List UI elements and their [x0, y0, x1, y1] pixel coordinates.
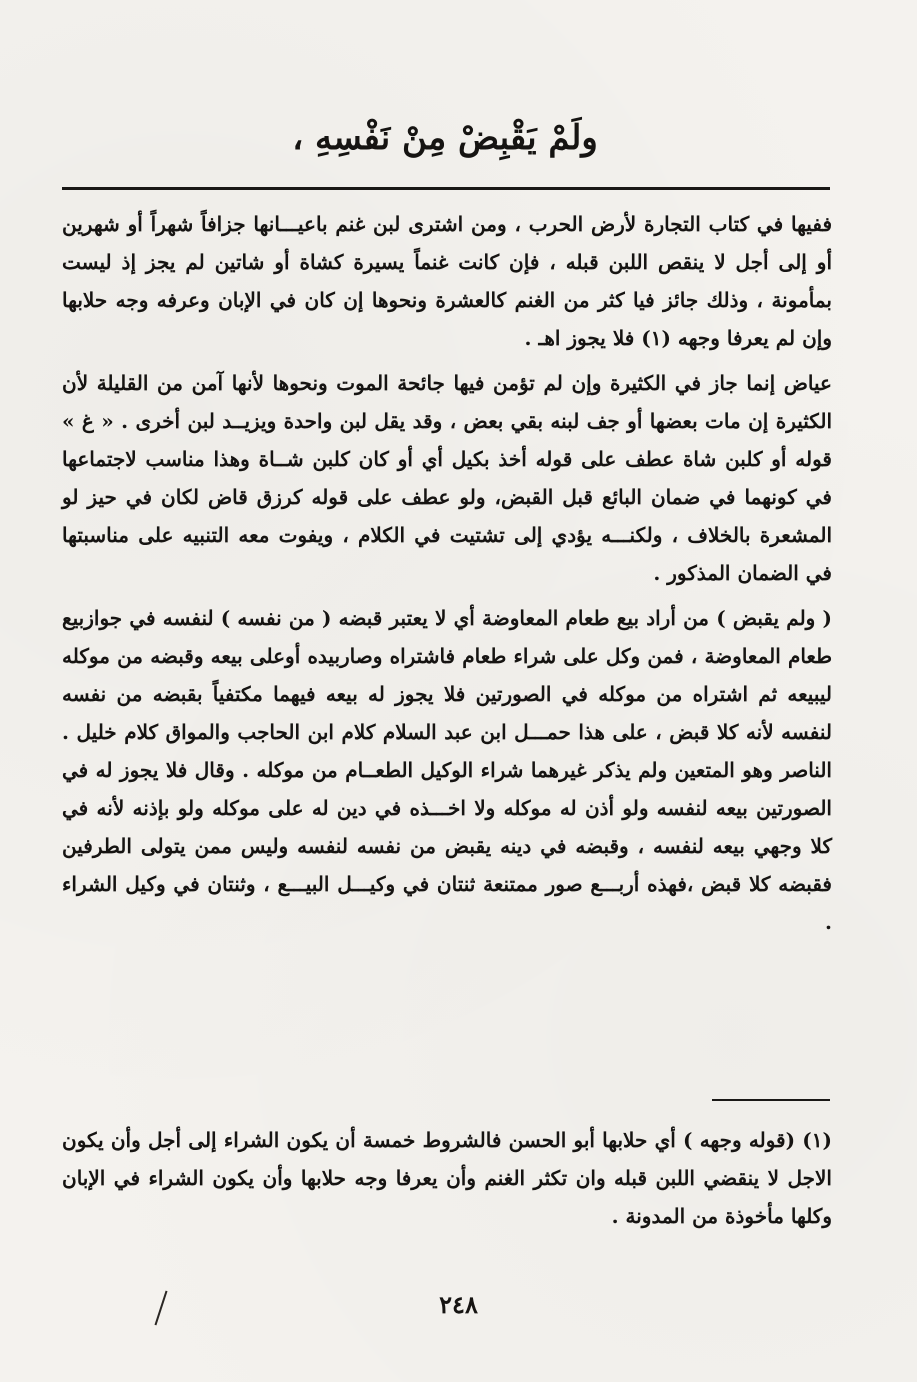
paragraph: عياض إنما جاز في الكثيرة وإن لم تؤمن فيها جائحة الموت ونحوها لأنها آمن من القليلة لأن الكثيرة إن مات بعضها أو جف لبنه بقي بعض ، وقد يقل لبن واحدة ويزيــد لبن أخرى . « غ » قوله أو كلبن شاة عطف على قوله أخذ بكيل أي أو كان كلبن شــاة وهذا مناسب لاجتماعها في كونهما في ضمان البائع قبل القبض، ولو عطف على قوله كرزق قاض لكان في حيز لو المشعرة بالخلاف ، ولكنـــه يؤدي إلى تشتيت في الكلام ، ويفوت معه التنبيه على مناسبتها في الضمان المذكور .	[62, 371, 832, 585]
paragraph: ( ولم يقبض ) من أراد بيع طعام المعاوضة أي لا يعتبر قبضه ( من نفسه ) لنفسه في جوازبيع طعام المعاوضة ، فمن وكل على شراء طعام فاشتراه وصاربيده أوعلى بيعه وقبضه من موكله ليبيعه ثم اشتراه من موكله في الصورتين فلا يجوز له بيعه فيهما مكتفياً بقبضه من نفسه لنفسه لأنه كلا قبض ، على هذا حمـــل ابن عبد السلام كلام ابن الحاجب والمواق كلام خليل . الناصر وهو المتعين ولم يذكر غيرهما شراء الوكيل الطعــام من موكله . وقال فلا يجوز له في الصورتين بيعه لنفسه ولو أذن له موكله ولا اخـــذه في دين له على موكله ولو بإذنه لأنه في كلا وجهي بيعه لنفسه ، وقبضه في دينه يقبض من نفسه لنفسه وليس ممن يتولى الطرفين فقبضه كلا قبض ،فهذه أربـــع صور ممتنعة ثنتان في وكيـــل البيـــع ، وثنتان في وكيل الشراء .	[62, 606, 832, 934]
main-text	[62, 205, 832, 948]
page-number: ٢٤٨	[439, 1290, 478, 1319]
footnote	[62, 1121, 832, 1235]
section-heading: ولَمْ يَقْبِضْ مِنْ نَفْسِهِ ،	[292, 118, 598, 158]
footnote-text: (١) (قوله وجهه ) أي حلابها أبو الحسن فالشروط خمسة أن يكون الشراء إلى أجل وأن يكون الاجل لا ينقضي اللبن قبله وان تكثر الغنم وأن يعرفا وجه حلابها وأن يكون الشراء في الإبان وكلها مأخوذة من المدونة .	[62, 1128, 832, 1228]
footnote-divider	[712, 1099, 830, 1101]
heading-divider	[62, 187, 830, 190]
paragraph: ففيها في كتاب التجارة لأرض الحرب ، ومن اشترى لبن غنم باعيـــانها جزافاً شهراً أو شهرين أو إلى أجل لا ينقص اللبن قبله ، فإن كانت غنماً يسيرة كشاة أو شاتين لم يجز إذ ليست بمأمونة ، وذلك جائز فيا كثر من الغنم كالعشرة ونحوها إن كان في الإبان وعرفه وجه حلابها وإن لم يعرفا وجهه (١) فلا يجوز اهـ .	[62, 212, 832, 350]
